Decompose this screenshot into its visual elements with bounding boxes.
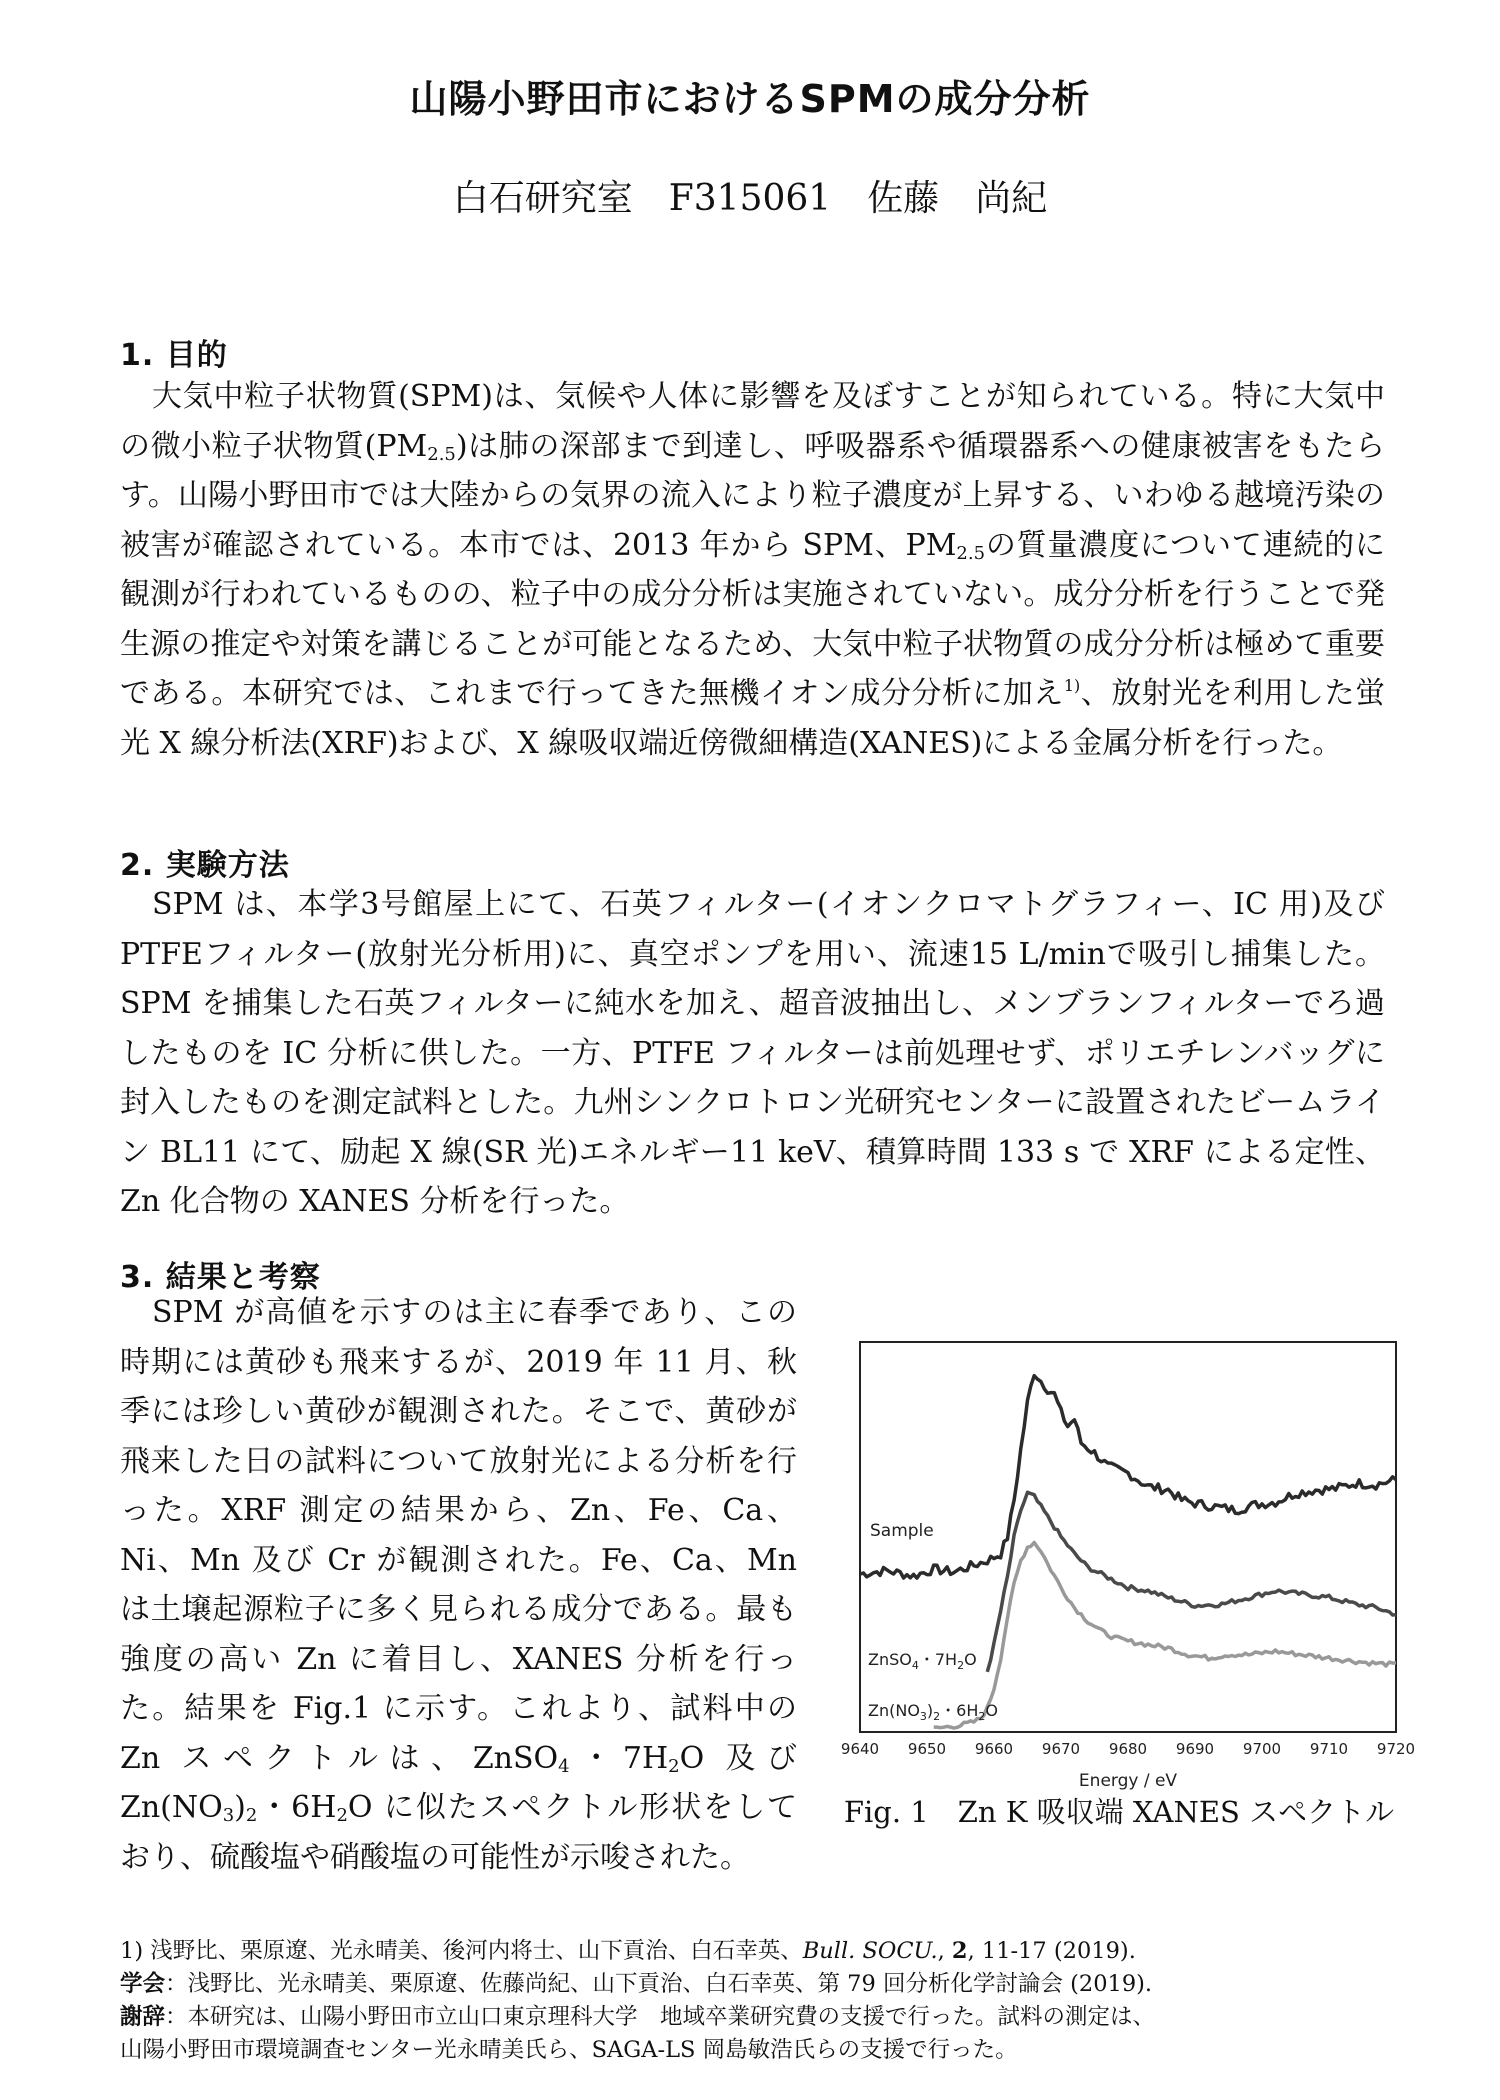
text-run: , 11-17 (2019). (967, 1938, 1136, 1964)
x-tick-label: 9710 (1309, 1740, 1349, 1758)
series-label-znno3 (868, 1701, 998, 1723)
text-run: ・7H (569, 1740, 669, 1776)
text-run: SPM が高値を示すのは主に春季であり、この時期には黄砂も飛来するが、2019 年 11 月、秋季には珍しい黄砂が観測された。そこで、黄砂が飛来した日の試料について放射光による分析を行った。XRF 測定の結果から、Zn、Fe、Ca、Ni、Mn 及び Cr が観測された。Fe、Ca、Mn は土壌起源粒子に多く見られる成分である。最も強度の高い Zn に着目し、XANES 分析を行った。結果を Fig.1 に示す。これより、試料中の Zn スペクトルは、ZnSO (120, 1295, 797, 1776)
label-subscript: 2 (933, 1710, 941, 1723)
series-layer (860, 1376, 1396, 1728)
subscript: 3 (222, 1805, 235, 1826)
text-run: 1) 浅野比、栗原遼、光永晴美、後河内将士、山下貢治、白石幸英、 (120, 1938, 803, 1964)
series-label-sample: Sample (870, 1521, 934, 1541)
label-run: ・7H (918, 1650, 958, 1669)
series-line-2 (934, 1543, 1396, 1729)
series-label-znso4 (868, 1650, 977, 1672)
x-tick-label: 9640 (840, 1740, 880, 1758)
x-tick-label: 9670 (1041, 1740, 1081, 1758)
footnote-acknowledgement-cont: 山陽小野田市環境調査センター光永晴美氏ら、SAGA-LS 岡島敏浩氏らの支援で行った。 (120, 2037, 1018, 2063)
subscript: 2 (336, 1805, 348, 1826)
x-tick-label: 9650 (907, 1740, 947, 1758)
figure-caption: Fig. 1 Zn K 吸収端 XANES スペクトル (843, 1795, 1395, 1829)
journal-volume: 2 (951, 1938, 968, 1964)
x-tick-label: 9660 (974, 1740, 1014, 1758)
text-run: の質量濃度について連続的に観測が行われているものの、粒子中の成分分析は実施されていない。成分分析を行うことで発生源の推定や対策を講じることが可能となるため、大気中粒子状物質の成分分析は極めて重要である。本研究では、これまで行ってきた無機イオン成分分析に加え (120, 527, 1385, 711)
author-byline: 白石研究室 F315061 佐藤 尚紀 (452, 178, 1048, 219)
footnote-conference (120, 1968, 1420, 2001)
footnote-reference (120, 1935, 1420, 1968)
footnotes (120, 1935, 1420, 2067)
section-paragraph-method: SPM は、本学3号館屋上にて、石英フィルター(イオンクロマトグラフィー、IC 用)及び PTFEフィルター(放射光分析用)に、真空ポンプを用い、流速15 L/minで吸引し捕集した。SPM を捕集した石英フィルターに純水を加え、超音波抽出し、メンブランフィルターでろ過したものを IC 分析に供した。一方、PTFE フィルターは前処理せず、ポリエチレンバッグに封入したものを測定試料とした。九州シンクロトロン光研究センターに設置されたビームライン BL11 にて、励起 X 線(SR 光)エネルギー11 keV、積算時間 133 s で XRF による定性、Zn 化合物の XANES 分析を行った。 (120, 887, 1385, 1219)
x-tick-label: 9690 (1175, 1740, 1215, 1758)
x-tick-label: 9720 (1376, 1740, 1416, 1758)
acknowledgement-label: 謝辞 (120, 2004, 166, 2030)
xanes-chart (838, 1328, 1416, 1798)
series-line-1 (987, 1492, 1396, 1672)
text-run: ：浅野比、光永晴美、栗原遼、佐藤尚紀、山下貢治、白石幸英、第 79 回分析化学討論会 (2019). (165, 1971, 1153, 1997)
subscript: 2.5 (956, 542, 986, 564)
footnote-acknowledgement (120, 2001, 1420, 2034)
subscript: 2 (245, 1805, 258, 1826)
xanes-figure (838, 1328, 1416, 1798)
text-run: O 及び Zn(NO (120, 1740, 797, 1825)
label-run: ZnSO (868, 1650, 912, 1669)
section-paragraph-purpose (120, 372, 1385, 768)
text-run: ：本研究は、山陽小野田市立山口東京理科大学 地域卒業研究費の支援で行った。試料の測定は、 (165, 2004, 1156, 2030)
text-run: , (937, 1938, 952, 1964)
label-run: O (964, 1650, 977, 1669)
conference-label: 学会 (120, 1971, 166, 1997)
label-run: ) (926, 1701, 934, 1720)
section-heading-method: 2. 実験方法 (120, 848, 290, 883)
plot-frame (860, 1342, 1396, 1732)
section-heading-results: 3. 結果と考察 (120, 1260, 321, 1295)
x-tick-label: 9680 (1108, 1740, 1148, 1758)
subscript: 2.5 (427, 443, 456, 465)
paper-title: 山陽小野田市におけるSPMの成分分析 (409, 77, 1091, 121)
journal-name: Bull. SOCU. (802, 1938, 938, 1964)
text-run: ・6H (257, 1790, 337, 1825)
text-run: ) (234, 1790, 246, 1825)
subscript: 2 (668, 1755, 680, 1777)
section-heading-purpose: 1. 目的 (120, 338, 228, 373)
x-axis-label: Energy / eV (1078, 1771, 1178, 1791)
label-subscript: 2 (957, 1659, 965, 1672)
text-run: )は肺の深部まで到達し、呼吸器系や循環器系への健康被害をもたらす。山陽小野田市では大陸からの気界の流入により粒子濃度が上昇する、いわゆる越境汚染の被害が確認されている。本市では、2013 年から SPM、PM (120, 428, 1385, 563)
label-run: ・6H (940, 1701, 979, 1720)
series-line-0 (860, 1376, 1396, 1578)
reference-mark: 1) (1063, 676, 1081, 695)
label-run: Zn(NO (868, 1701, 920, 1720)
text-run: 大気中粒子状物質(SPM)は、気候や人体に影響を及ぼすことが知られている。特に大気中の微小粒子状物質(PM (120, 379, 1385, 464)
label-run: O (985, 1701, 998, 1720)
subscript: 4 (558, 1755, 570, 1777)
text-run: 、放射光を利用した蛍光 X 線分析法(XRF)および、X 線吸収端近傍微細構造(XANES)による金属分析を行った。 (120, 676, 1385, 761)
label-subscript: 2 (978, 1710, 986, 1723)
text-run: O に似たスペクトル形状をしており、硫酸塩や硝酸塩の可能性が示唆された。 (120, 1790, 797, 1875)
x-tick-label: 9700 (1242, 1740, 1282, 1758)
label-subscript: 4 (911, 1659, 919, 1672)
section-paragraph-results (120, 1288, 797, 1882)
label-subscript: 3 (919, 1710, 927, 1723)
tick-layer (841, 1740, 1415, 1758)
